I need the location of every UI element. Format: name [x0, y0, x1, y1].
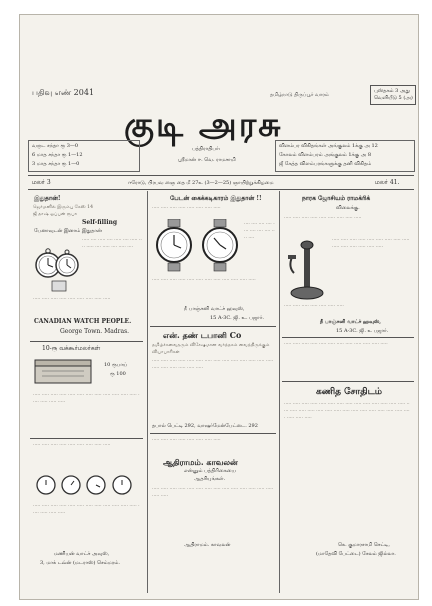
dateline-right: மலர் 41. — [375, 179, 400, 186]
ten-rupees-heading: 10-ரூ வக்கூர்மலர்கள் — [42, 345, 101, 352]
rahaim-footer: நீ பாஞ்சனி வாட்ச் ஹவுஸ், — [320, 319, 382, 325]
telephone-icon — [286, 237, 330, 303]
pocket-watch-side-text: ···· ···· ···· ···· ···· ···· ···· ···· ···· ···· — [244, 222, 275, 241]
astrology-heading: கணித சோதிடம் — [316, 387, 382, 397]
date-line: தமிழ்நாடு திருப்பூர் வாரம் — [270, 92, 329, 98]
aadhiram-tag: என்னும் பத்திரிகையை — [184, 468, 236, 474]
ad-rate-line: ஜீ கேத்த விளம்பரங்களுக்கு தனி விகிதம் — [279, 161, 372, 167]
rahaim-sub: விலைக்கு. — [336, 205, 360, 211]
aadhiram-signature: ஆதிராமம். காவலன் — [184, 542, 231, 548]
dateline-left: மலர் 3 — [32, 179, 51, 186]
watch-ad-intro: ஜெர்மனில் இரும்பு கேஸ் 14 ஜீ தாஷ் ஓப்பன் ரூபா — [33, 205, 94, 217]
watch-house-name: மணியன் வாட்ச் அவுஸ், — [54, 551, 110, 557]
watch-ad-subline: பேனாவுடன் இனாம் இதுதான் — [34, 228, 102, 234]
ten-rupees-body: ····· ····· ····· ····· ····· ····· ····· ····· ····· ····· ····· ····· ····· ····· ····· ····· — [33, 393, 140, 405]
watch-ad-address: George Town. Madras. — [60, 328, 130, 335]
rahaim-address: 15 A-3C. ஜி. உ பஜார். — [336, 328, 389, 334]
pocket-watch-body: ····· ····· ····· ····· ····· ····· ····· ····· ····· ····· ····· ····· — [152, 278, 256, 283]
issue-volume: புஸ்தகம் 3 அது — [374, 88, 410, 94]
tanpani-name: என். தண் டபானி Co — [163, 330, 242, 340]
pocket-watch-footer: நீ பாஞ்சனி வாட்ச் ஹவுஸ், — [184, 306, 245, 312]
newspaper-sheet — [19, 14, 419, 600]
watches-intro: ····· ····· ····· ····· ····· ····· ····· ····· ····· — [33, 443, 111, 448]
pocket-watch-headline: பேடன் கைக்கடிகாரம் இதுதான் !! — [170, 195, 262, 202]
astrology-signature: கெ. குமாரசாமி செட்டி, — [338, 542, 391, 548]
ad-rates-box — [275, 140, 415, 172]
dateline-center: ஈரோடு, பிரபவ ஞை தை மீ 27உ (3—2—25) ஞாயிற்றுக்கிழமை — [128, 180, 274, 186]
pocket-watch-address: 15 A-3C. ஜி. உ. பஜார். — [210, 315, 264, 321]
watch-ad-small-print: ····· ····· ····· ····· ····· ····· ····· ····· ····· — [33, 297, 111, 302]
issue-number: வெளியீடு 5 (அ) — [374, 95, 413, 101]
right-notice-body: ····· ····· ····· ····· ····· ····· ····· ····· ····· ····· ····· ····· — [284, 342, 388, 347]
rahaim-heading: நாரக ஜோசியம் ராமக்ரிக் — [302, 195, 371, 202]
rahaim-body: ····· ····· ····· ····· ····· ····· ····· ····· ····· ····· ····· ····· ····· ····· ····· — [332, 238, 410, 250]
watch-house-address: 3, மாக் டவ்ன் (மடராஸ்) செம்மரம். — [40, 560, 120, 566]
editor-name: ஸ்ரீமான் ஈ. வெ. ராமசாமி — [178, 157, 236, 163]
tanpani-address: தபால் பெட்டி 292, வாஷர்மேன்பேட்டை. 292 — [152, 423, 258, 429]
cashbox-icon — [34, 359, 94, 387]
wristwatches-icon — [154, 219, 242, 273]
rate-row: 3 மாத சந்தா ரூ 1—0 — [32, 161, 80, 167]
registration-number: பதிவு எண் 2041 — [32, 88, 95, 97]
ten-rupees-price2: ரூ 100 — [110, 371, 126, 377]
ad-rate-line: விளம்பர விகிதங்கள் அங்குலம் 1க்கு அ 12 — [279, 143, 378, 149]
aadhiram-sub: ஆதரியுங்கள். — [194, 476, 226, 482]
astrology-signature-sub: (மாதேவி பேட்டை) சேலம் ஜில்லா. — [316, 551, 396, 557]
watch-ad-body: ····· ···· ····· ···· ····· ···· ····· ···· ····· ···· ····· ···· ····· ···· — [82, 238, 142, 250]
subscription-box — [28, 140, 140, 172]
rahaim-intro: ····· ····· ····· ····· ····· ····· ····· ····· ····· — [284, 216, 362, 221]
pocket-watch-icon — [34, 241, 80, 293]
issue-box — [370, 85, 416, 105]
watches-body: ····· ····· ····· ····· ····· ····· ····· ····· ····· ····· ····· ····· ····· ····· ····· ····· — [33, 504, 140, 516]
ten-rupees-price: 10 ரூபாய் — [104, 362, 128, 368]
rate-row: 6 மாத சந்தா ரூ 1—12 — [32, 152, 83, 158]
watch-ad-company: CANADIAN WATCH PEOPLE. — [34, 318, 132, 325]
rahaim-extra: ····· ····· ····· ····· ····· ····· ····· — [284, 304, 344, 309]
aadhiram-name: ஆதிராமம். காவலன் — [163, 457, 238, 467]
ad-rate-line: கோலம் விளம்பரம் அங்குலம் 1க்கு அ 8 — [279, 152, 372, 158]
editor-label: பத்திராதிபர்: — [192, 146, 221, 152]
pocket-watch-intro: ····· ····· ····· ····· ····· ····· ····· ····· — [152, 206, 221, 211]
rate-row: வருட சந்தா ரூ 3—0 — [32, 143, 79, 149]
watch-ad-tagline: Self-filling — [82, 219, 118, 226]
watches-row-icon — [34, 471, 138, 501]
watch-ad-heading: இதுதான்! — [34, 195, 61, 202]
aadhiram-body: ····· ····· ····· ····· ····· ····· ····· ····· ····· ····· ····· ····· ····· ····· ····· ····· — [152, 487, 274, 499]
astrology-body: ····· ····· ····· ····· ····· ····· ····· ····· ····· ····· ····· ····· ····· ····· ····· ····· ····· ····· ····· ····· ····· ····· ····· ····· ····· ····· ····· ····· ····· ····· ····· ····· — [284, 402, 410, 421]
aadhiram-intro: ····· ····· ····· ····· ····· ····· ····· ····· — [152, 438, 221, 443]
tanpani-body: ····· ····· ····· ····· ····· ····· ····· ····· ····· ····· ····· ····· ····· ····· ····· ····· ····· ····· ····· ····· — [152, 359, 274, 371]
newspaper-title: குடி அரசு — [124, 105, 283, 145]
tanpani-subtitle: தமிழ்ச்சுவைதரும் விசேஷமான வர்த்தகம் வைத்திருக்கும் வியாபாரிகள் — [152, 343, 270, 355]
